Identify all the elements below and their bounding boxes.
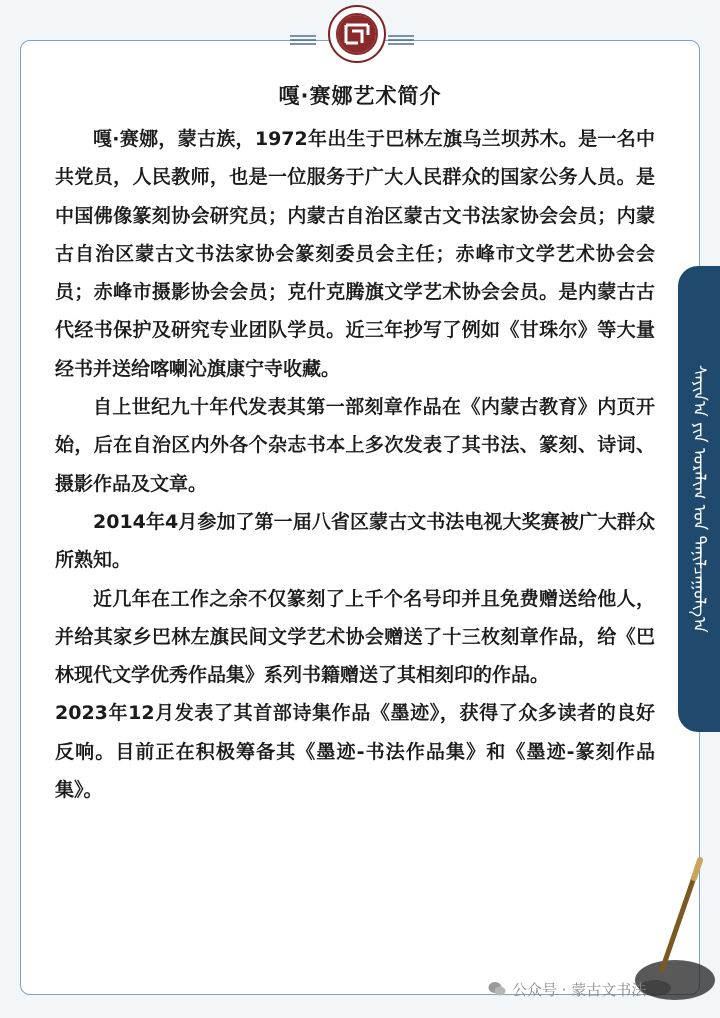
paragraph-intro: 嘎·赛娜，蒙古族，1972年出生于巴林左旗乌兰坝苏木。是一名中共党员，人民教师，也是一位服务于广大人民群众的国家公务人员。是中国佛像篆刻协会研究员；内蒙古自治区蒙古文书法家协会会员；内蒙古自治区蒙古文书法家协会篆刻委员会主任；赤峰市文学艺术协会会员；赤峰市摄影协会会员；克什克腾旗文学艺术协会会员。是内蒙古古代经书保护及研究专业团队学员。近三年抄写了例如《甘珠尔》等大量经书并送给喀喇沁旗康宁寺收藏。 (55, 128, 655, 380)
paragraph-competition: 2014年4月参加了第一届八省区蒙古文书法电视大奖赛被广大群众所熟知。 (55, 510, 655, 572)
seal-logo-icon (328, 5, 386, 63)
decorative-lines-right (388, 34, 414, 46)
mongolian-side-tab (678, 266, 720, 732)
wechat-icon (488, 981, 506, 997)
watermark (488, 978, 646, 1000)
side-tab-text: ᠰᠠᠶᠢᠨ᠎ᠠ ᠶᠢᠨ ᠤᠷᠠᠯᠢᠭ ᠤᠨ ᠲᠠᠨᠢᠯᠴᠠᠭᠤᠯᠭ᠎ᠠ (689, 365, 709, 633)
page-title: 嘎·赛娜艺术简介 (278, 84, 442, 108)
paragraph-publications: 自上世纪九十年代发表其第一部刻章作品在《内蒙古教育》内页开始，后在自治区内外各个杂志书本上多次发表了其书法、篆刻、诗词、摄影作品及文章。 (55, 396, 655, 495)
paragraph-poetry: 2023年12月发表了其首部诗集作品《墨迹》，获得了众多读者的良好反响。目前正在积极筹备其《墨迹-书法作品集》和《墨迹-篆刻作品集》。 (55, 702, 655, 802)
article-body (55, 120, 655, 809)
paragraph-donations: 近几年在工作之余不仅篆刻了上千个名号印并且免费赠送给他人，并给其家乡巴林左旗民间文学艺术协会赠送了十三枚刻章作品，给《巴林现代文学优秀作品集》系列书籍赠送了其相刻印的作品。 (55, 587, 655, 687)
watermark-text: 公众号 · 蒙古文书法 (512, 980, 647, 999)
decorative-lines-left (290, 34, 316, 46)
